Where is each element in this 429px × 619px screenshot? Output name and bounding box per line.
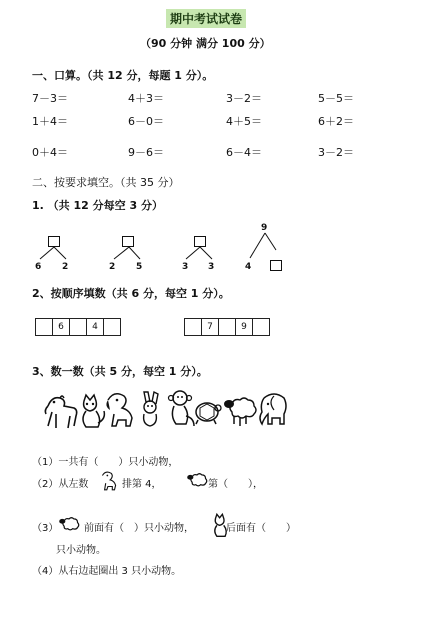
tree-left-number: 4 [245,262,252,272]
dog-icon [102,390,138,430]
answer-box[interactable] [122,236,134,247]
problem: 6＋2＝ [318,115,354,128]
sub-question-2-mid: 排第 4， [122,479,162,490]
problem: 3－2＝ [226,92,262,105]
page-subtitle: （90 分钟 满分 100 分） [140,37,271,50]
sequence-cell[interactable] [69,318,87,336]
problem: 1＋4＝ [32,115,68,128]
tree-left-number: 2 [109,262,116,272]
dog-icon [98,470,120,492]
problem: 7－3＝ [32,92,68,105]
sub-question-3-start: （3） [32,523,59,534]
section2-heading: 二、按要求填空。（共 35 分） [32,176,180,189]
rabbit-icon [136,390,166,430]
sequence-cell: 9 [235,318,253,336]
sequence-cell: 6 [52,318,70,336]
sub-question-2-end: 第（ ）， [208,479,263,490]
sub-question-1: （1）一共有（ ）只小动物， [32,457,179,468]
monkey-icon [164,388,198,430]
question1-heading: 1. （共 12 分每空 3 分） [32,199,163,212]
problem: 6－4＝ [226,146,262,159]
answer-box[interactable] [48,236,60,247]
sequence-boxes-2 [185,318,270,336]
sequence-cell[interactable] [252,318,270,336]
tree-right-number: 3 [208,262,215,272]
problem: 5－5＝ [318,92,354,105]
question3-heading: 3、数一数（共 5 分，每空 1 分）。 [32,365,208,378]
answer-box[interactable] [194,236,206,247]
sequence-cell[interactable] [184,318,202,336]
sheep-icon [58,514,80,536]
sequence-cell[interactable] [35,318,53,336]
sub-question-3-mid: 前面有（ ）只小动物， [84,523,194,534]
sequence-cell[interactable] [103,318,121,336]
tree-top-number: 9 [261,223,268,233]
sequence-cell[interactable] [218,318,236,336]
tree-left-number: 3 [182,262,189,272]
sequence-boxes-1 [36,318,121,336]
turtle-icon [194,398,222,428]
problem: 0＋4＝ [32,146,68,159]
answer-box[interactable] [270,260,282,271]
problem: 4＋3＝ [128,92,164,105]
sub-question-3-end: 后面有（ ） [226,523,296,534]
tree-right-number: 5 [136,262,143,272]
tree-left-number: 6 [35,262,42,272]
sub-question-4: （4）从右边起圈出 3 只小动物。 [32,566,182,577]
page-title: 期中考试试卷 [166,9,246,28]
tree-right-number: 2 [62,262,69,272]
section1-heading: 一、口算。（共 12 分，每题 1 分）。 [32,69,214,82]
problem: 4＋5＝ [226,115,262,128]
sequence-cell: 7 [201,318,219,336]
number-bond-lines [28,218,298,272]
problem: 9－6＝ [128,146,164,159]
sub-question-2-start: （2）从左数 [32,479,89,490]
elephant-icon [254,390,290,430]
problem: 6－0＝ [128,115,164,128]
horse-icon [40,392,80,432]
sheep-icon [222,392,258,428]
problem: 3－2＝ [318,146,354,159]
sheep-icon [186,470,208,492]
sequence-cell: 4 [86,318,104,336]
sub-question-3-tail: 只小动物。 [56,545,106,556]
question2-heading: 2、按顺序填数（共 6 分，每空 1 分）。 [32,287,230,300]
